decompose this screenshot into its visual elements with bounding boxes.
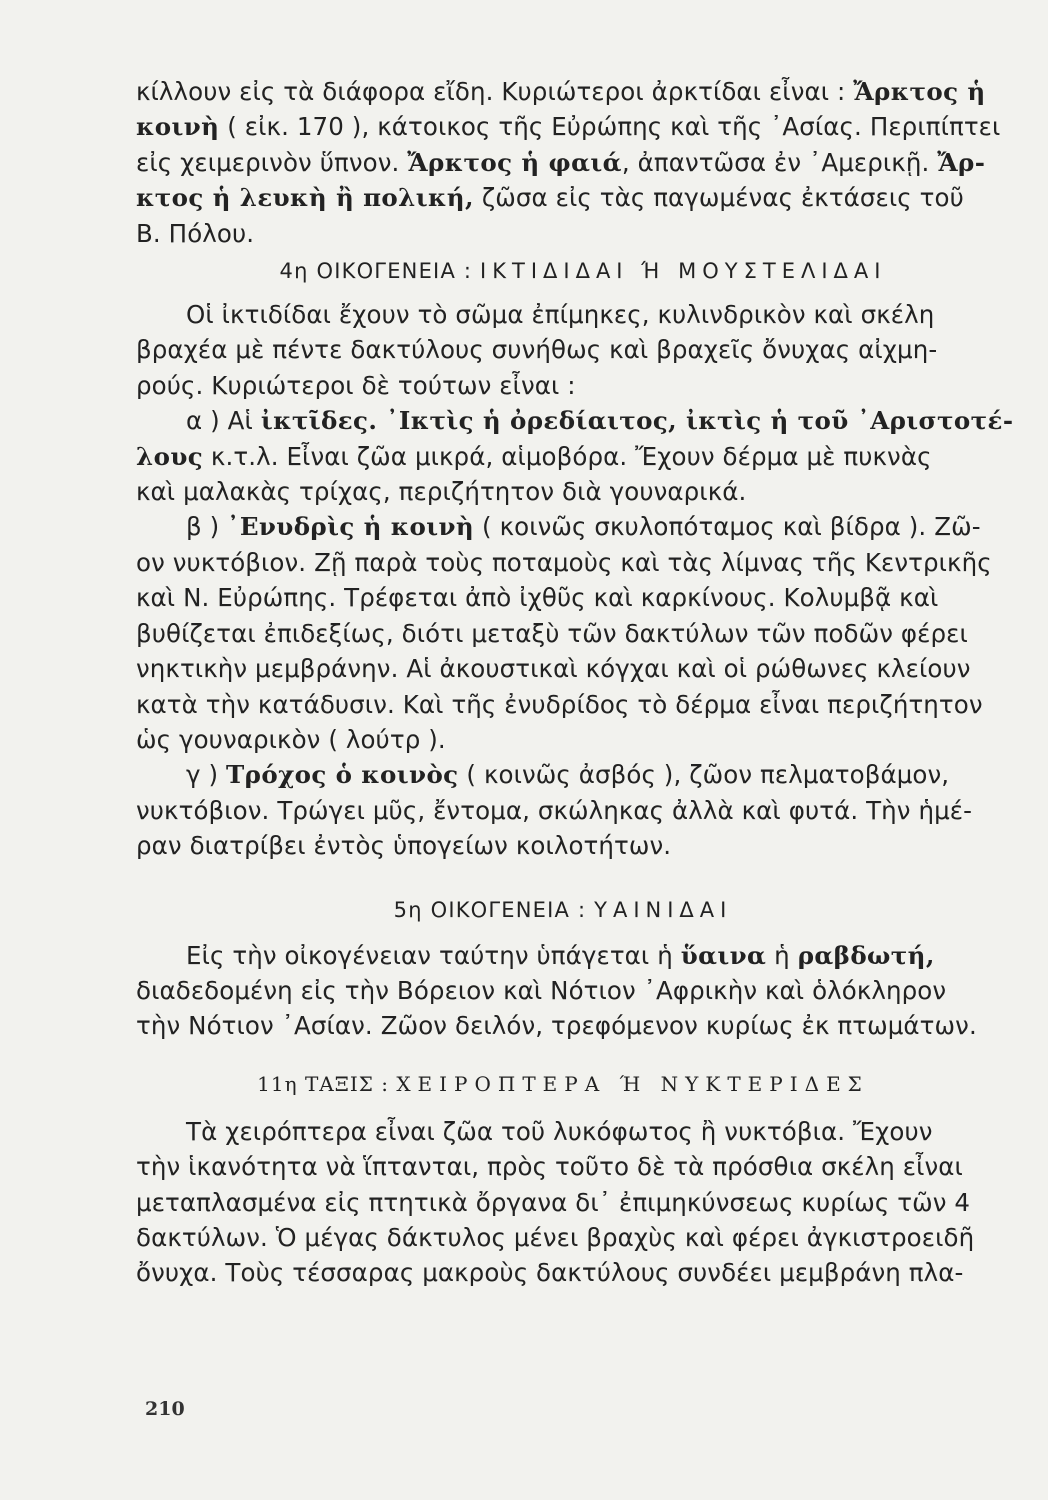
text-line: ρούς. Κυριώτεροι δὲ τούτων εἶναι : (136, 370, 576, 400)
text-line: , ἀπαντῶσα ἐν ᾿Αμερικῇ. (621, 147, 938, 177)
bold-term: λους (136, 441, 204, 471)
text-line: δακτύλων. Ὁ μέγας δάκτυλος μένει βραχὺς καὶ φέρει ἀγκιστροειδῆ (136, 1222, 975, 1252)
bold-term: ἰκτῖδες. ᾿Ικτὶς ἡ ὀρεδίαιτος, ἰκτὶς ἡ τοῦ ᾿Αριστοτέ- (260, 406, 1014, 436)
heading-name: ΥΑΙΝΙΔΑΙ (594, 897, 733, 922)
text-line: νηκτικὴν μεμβράνην. Αἱ ἀκουστικαὶ κόγχαι καὶ οἱ ρώθωνες κλείουν (136, 654, 971, 684)
text-line: ὡς γουναρικὸν ( λούτρ ). (136, 724, 446, 754)
heading-name: ΙΚΤΙΔΙΔΑΙ Ή ΜΟΥΣΤΕΛΙΔΑΙ (480, 259, 887, 284)
text-line: διαδεδομένη εἰς τὴν Βόρειον καὶ Νότιον ᾿Αφρικὴν καὶ ὁλόκληρον (136, 975, 947, 1005)
bold-term: Ἄρκτος ἡ φαιά (407, 147, 622, 177)
family-5-heading (136, 898, 990, 922)
heading-number: 5η ΟΙΚΟΓΕΝΕΙΑ : (393, 897, 595, 922)
text-line: καὶ μαλακὰς τρίχας, περιζήτητον διὰ γουναρικά. (136, 477, 747, 507)
intro-paragraph (136, 74, 1001, 251)
family-4-heading (136, 259, 990, 283)
text-line: τὴν Νότιον ᾿Ασίαν. Ζῶον δειλόν, τρεφόμενον κυρίως ἐκ πτωμάτων. (136, 1011, 977, 1041)
text-line: ὄνυχα. Τοὺς τέσσαρας μακροὺς δακτύλους συνδέει μεμβράνη πλα- (136, 1258, 964, 1288)
text-line: Οἱ ἰκτιδίδαι ἔχουν τὸ σῶμα ἐπίμηκες, κυλινδρικὸν καὶ σκέλη (186, 300, 935, 330)
text-line: ζῶσα εἰς τὰς παγωμένας ἐκτάσεις τοῦ (481, 183, 964, 213)
item-marker: β ) (186, 512, 228, 542)
bold-term: ραβδωτή, (797, 940, 935, 970)
text-line: ( κοινῶς ἀσβός ), ζῶον πελματοβάμον, (458, 760, 950, 790)
heading-number: 11η ΤΑΞΙΣ : (257, 1071, 397, 1096)
bold-term: κτος ἡ λευκὴ ἢ πολική, (136, 183, 474, 213)
bold-term: Τρόχος ὁ κοινὸς (226, 760, 459, 790)
text-line: κ.τ.λ. Εἶναι ζῶα μικρά, αἱμοβόρα. Ἔχουν δέρμα μὲ πυκνὰς (203, 441, 932, 471)
bold-term: κοινὴ (136, 112, 220, 142)
text-line: Εἰς τὴν οἰκογένειαν ταύτην ὑπάγεται ἡ (186, 940, 681, 970)
order-11-heading (136, 1072, 990, 1096)
text-line: εἰς χειμερινὸν ὕπνον. (136, 147, 408, 177)
bold-term: Ἄρκτος ἡ (853, 77, 986, 106)
text-line: Β. Πόλου. (136, 218, 255, 248)
text-line: ραν διατρίβει ἐντὸς ὑπογείων κοιλοτήτων. (136, 831, 672, 861)
text-line: τὴν ἱκανότητα νὰ ἵπτανται, πρὸς τοῦτο δὲ τὰ πρόσθια σκέλη εἶναι (136, 1152, 963, 1182)
text-line: κατὰ τὴν κατάδυσιν. Καὶ τῆς ἐνυδρίδος τὸ δέρμα εἶναι περιζήτητον (136, 689, 983, 719)
text-line: νυκτόβιον. Τρώγει μῦς, ἔντομα, σκώληκας ἀλλὰ καὶ φυτά. Τὴν ἡμέ- (136, 795, 973, 825)
text-line: Τὰ χειρόπτερα εἶναι ζῶα τοῦ λυκόφωτος ἢ νυκτόβια. Ἔχουν (186, 1116, 933, 1146)
text-line: κίλλουν εἰς τὰ διάφορα εἴδη. Κυριώτεροι ἀρκτίδαι εἶναι : (136, 77, 854, 106)
family-4-paragraph (136, 297, 1014, 864)
item-marker: α ) Αἱ (186, 406, 261, 436)
text-line: καὶ Ν. Εὐρώπης. Τρέφεται ἀπὸ ἰχθῦς καὶ καρκίνους. Κολυμβᾷ καὶ (136, 583, 939, 613)
item-marker: γ ) (186, 760, 227, 790)
bold-term: Ἄρ- (937, 147, 986, 177)
order-11-paragraph (136, 1114, 990, 1291)
heading-number: 4η ΟΙΚΟΓΕΝΕΙΑ : (279, 259, 481, 284)
text-line: μεταπλασμένα εἰς πτητικὰ ὄργανα δι᾿ ἐπιμηκύνσεως κυρίως τῶν 4 (136, 1187, 971, 1217)
text-line: βραχέα μὲ πέντε δακτύλους συνήθως καὶ βραχεῖς ὄνυχας αἰχμη- (136, 335, 938, 365)
text-line: ( κοινῶς σκυλοπόταμος καὶ βίδρα ). Ζῶ- (474, 512, 981, 542)
text-line: ον νυκτόβιον. Ζῇ παρὰ τοὺς ποταμοὺς καὶ τὰς λίμνας τῆς Κεντρικῆς (136, 547, 992, 577)
family-5-paragraph (136, 938, 990, 1044)
text-line: ( εἰκ. 170 ), κάτοικος τῆς Εὐρώπης καὶ τῆς ᾿Ασίας. Περιπίπτει (219, 112, 1001, 142)
text-line: ἡ (766, 940, 798, 970)
page-number: 210 (145, 1398, 185, 1420)
bold-term: ὕαινα (680, 940, 767, 970)
heading-name: ΧΕΙΡΟΠΤΕΡΑ Ή ΝΥΚΤΕΡΙΔΕΣ (396, 1071, 869, 1096)
text-line: βυθίζεται ἐπιδεξίως, διότι μεταξὺ τῶν δακτύλων τῶν ποδῶν φέρει (136, 618, 968, 648)
bold-term: ᾿Ενυδρὶς ἡ κοινὴ (227, 512, 475, 542)
